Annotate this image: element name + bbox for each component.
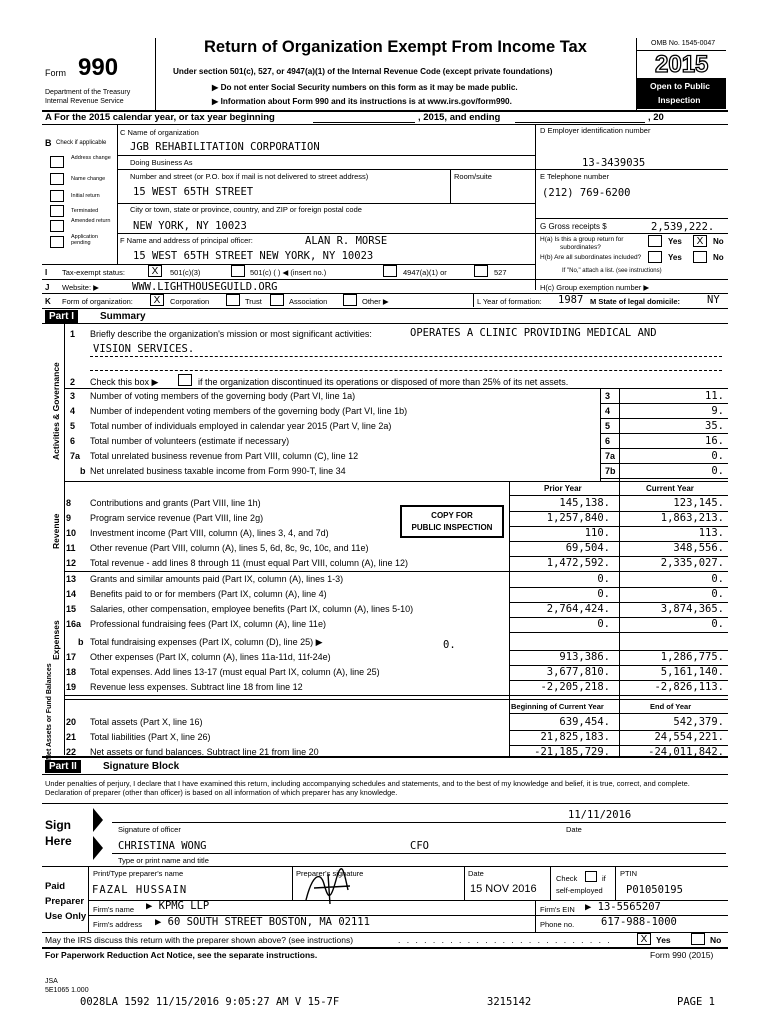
signer-title: CFO	[410, 840, 429, 852]
part1-title: Summary	[100, 311, 146, 322]
fin-row-line	[509, 587, 728, 588]
fin-line-text: Grants and similar amounts paid (Part IX, column (A), lines 1-3)	[90, 574, 344, 584]
dba-label: Doing Business As	[130, 158, 193, 167]
checkbox-terminated[interactable]	[50, 205, 64, 217]
c-label: C Name of organization	[120, 128, 199, 137]
gov-line-text: Number of voting members of the governing body (Part VI, line 1a)	[90, 391, 356, 401]
e-label: E Telephone number	[540, 172, 610, 181]
eoy-value: 24,554,221.	[654, 731, 724, 743]
l2-text-b: if the organization discontinued its operations or disposed of more than 25% of its net assets.	[198, 377, 569, 387]
i-527-box[interactable]	[474, 265, 488, 277]
use-only-label: Use Only	[45, 911, 87, 922]
fin-line-text: Professional fundraising fees (Part IX, column (A), line 11e)	[90, 619, 326, 629]
prior-year-value: 3,677,810.	[546, 666, 610, 678]
fin-line-text: Salaries, other compensation, employee benefits (Part IX, column (A), lines 5-10)	[90, 604, 414, 614]
b-item-address: Address change	[71, 155, 111, 161]
ha-yes-box[interactable]	[648, 235, 662, 247]
fin-line-text: Total fundraising expenses (Part IX, column (D), line 25) ▶	[90, 637, 323, 647]
j-label: J	[45, 283, 50, 292]
discuss-yes: Yes	[656, 935, 671, 945]
g-label: G Gross receipts $	[540, 222, 607, 231]
hb-no-box[interactable]	[693, 251, 707, 263]
k-text: Form of organization:	[62, 297, 133, 306]
gov-line-number: 6	[70, 436, 76, 446]
sign-label: Sign	[45, 818, 71, 832]
i-527: 527	[494, 268, 507, 277]
org-name: JGB REHABILITATION CORPORATION	[130, 141, 320, 153]
net-line-number: 22	[66, 747, 77, 757]
jsa-code: 5E1065 1.000	[45, 987, 89, 994]
form-subtitle: Under section 501(c), 527, or 4947(a)(1) of the Internal Revenue Code (except private foundations)	[173, 67, 553, 76]
current-year-value: -2,826,113.	[654, 681, 724, 693]
prior-year-header: Prior Year	[544, 484, 582, 493]
l1-text: Briefly describe the organization's mission or most significant activities:	[90, 329, 372, 339]
ssn-notice: ▶ Do not enter Social Security numbers on this form as it may be made public.	[212, 83, 518, 92]
line-a-mid: , 2015, and ending	[418, 112, 501, 123]
current-year-value: 5,161,140.	[660, 666, 724, 678]
copy-line-1: COPY FOR	[431, 511, 473, 520]
psig-label: Preparer's signature	[296, 869, 364, 878]
page-number: PAGE 1	[677, 996, 715, 1008]
current-year-header: Current Year	[646, 484, 694, 493]
current-year-value: 0.	[711, 573, 724, 585]
gross-receipts: 2,539,222.	[651, 221, 715, 233]
pdate-label: Date	[468, 869, 484, 878]
fin-line-number: 11	[66, 543, 76, 553]
street-label: Number and street (or P.O. box if mail is not delivered to street address)	[130, 172, 369, 181]
gov-line-number: 5	[70, 421, 76, 431]
self-emp-label: self-employed	[556, 886, 603, 895]
fin-line-text: Total expenses. Add lines 13-17 (must equal Part IX, column (A), line 25)	[90, 667, 380, 677]
fin-line-number: 10	[66, 528, 77, 538]
gov-line-text: Total number of individuals employed in calendar year 2015 (Part V, line 2a)	[90, 421, 392, 431]
fin-line-text: Benefits paid to or for members (Part IX, column (A), line 4)	[90, 589, 327, 599]
here-label: Here	[45, 834, 72, 848]
gov-value: 0.	[711, 465, 724, 477]
i-501c3: 501(c)(3)	[170, 268, 201, 277]
preparer-name: FAZAL HUSSAIN	[92, 884, 188, 896]
prior-year-value: 0.	[597, 573, 610, 585]
gov-line-text: Total number of volunteers (estimate if necessary)	[90, 436, 290, 446]
prior-year-value: 1,472,592.	[546, 557, 610, 569]
firm-address: ▶ 60 SOUTH STREET BOSTON, MA 02111	[155, 916, 370, 928]
i-label: I	[45, 268, 48, 277]
i-4947: 4947(a)(1) or	[403, 268, 447, 277]
preparer-label: Preparer	[45, 896, 85, 907]
current-year-value: 348,556.	[673, 542, 724, 554]
prior-year-value: 1,257,840.	[546, 512, 610, 524]
side-net: Net Assets or Fund Balances	[46, 663, 53, 760]
phone-label: Phone no.	[540, 920, 575, 929]
checkbox-amended[interactable]	[50, 220, 64, 232]
line-a-end: , 20	[648, 112, 664, 123]
hc-label: H(c) Group exemption number ▶	[540, 283, 650, 292]
sig-date-label: Date	[566, 825, 582, 834]
form-footer-ref: Form 990 (2015)	[650, 950, 714, 960]
city-label: City or town, state or province, country, and ZIP or foreign postal code	[130, 205, 362, 214]
boy-value: 639,454.	[559, 716, 610, 728]
pname-label: Print/Type preparer's name	[93, 869, 184, 878]
b-sublabel: Check if applicable	[56, 140, 107, 146]
gov-line-text: Net unrelated business taxable income from Form 990-T, line 34	[90, 466, 346, 476]
checkbox-app-pending[interactable]	[50, 236, 64, 248]
ha-no: No	[713, 237, 724, 246]
type-name-label: Type or print name and title	[118, 856, 209, 865]
l1-num: 1	[70, 329, 76, 339]
part1-tag: Part I	[45, 310, 78, 323]
side-rev: Revenue	[51, 513, 61, 549]
b-item-amended: Amended return	[71, 218, 111, 224]
gov-box-number: 5	[605, 421, 611, 431]
b-item-terminated: Terminated	[71, 208, 99, 214]
fin-line-number: 8	[66, 498, 72, 508]
prior-year-value: 0.	[597, 618, 610, 630]
net-line-text: Net assets or fund balances. Subtract line 21 from line 20	[90, 747, 319, 757]
gov-value: 35.	[705, 420, 724, 432]
fin-line-text: Contributions and grants (Part VIII, line 1h)	[90, 498, 261, 508]
batch-info: 0028LA 1592 11/15/2016 9:05:27 AM V 15-7F	[80, 996, 340, 1008]
sign-date: 11/11/2016	[568, 809, 632, 821]
gov-value: 16.	[705, 435, 724, 447]
ha-label2: subordinates?	[560, 244, 601, 251]
side-exp: Expenses	[51, 620, 61, 660]
firm-ein-label: Firm's EIN	[540, 905, 575, 914]
section-divider	[64, 695, 728, 696]
gov-value: 11.	[705, 390, 724, 402]
form-number: 990	[78, 54, 119, 81]
k-assoc: Association	[289, 297, 328, 306]
fin-line-number: 14	[66, 589, 77, 599]
discuss-no: No	[710, 935, 722, 945]
form-label: Form	[45, 68, 66, 78]
b-item-initial: Initial return	[71, 193, 100, 199]
firm-ein: ▶ 13-5565207	[585, 901, 661, 913]
fin-line-number: 12	[66, 558, 77, 568]
year-formation: 1987	[558, 294, 584, 306]
fin-line-number: 9	[66, 513, 72, 523]
tax-year: 2015	[655, 51, 709, 78]
i-501c3-box[interactable]: X	[148, 265, 162, 277]
fin-line-number: 19	[66, 682, 77, 692]
dept-irs: Internal Revenue Service	[45, 98, 124, 105]
k-corp-box[interactable]: X	[150, 294, 164, 306]
fin-line-number: 15	[66, 604, 77, 614]
fin-line-number: b	[78, 637, 84, 647]
copy-line-2: PUBLIC INSPECTION	[411, 523, 493, 532]
perjury-statement: Under penalties of perjury, I declare that I have examined this return, including accompanying schedules and statements, and to the best of my knowledge and belief, it is true, correct, and complete. Declaration of preparer (other than officer) is based on all information of which preparer has any knowledge.	[45, 779, 690, 797]
fin-row-line	[509, 617, 728, 618]
gov-value: 0.	[711, 450, 724, 462]
mission-2: VISION SERVICES.	[93, 343, 195, 355]
fin-line-text: Total revenue - add lines 8 through 11 (must equal Part VIII, column (A), line 12)	[90, 558, 408, 568]
prior-year-value: -2,205,218.	[540, 681, 610, 693]
boy-value: -21,185,729.	[534, 746, 610, 758]
paperwork-notice: For Paperwork Reduction Act Notice, see the separate instructions.	[45, 950, 318, 960]
mission-1: OPERATES A CLINIC PROVIDING MEDICAL AND	[410, 327, 657, 339]
l2-checkbox[interactable]	[178, 374, 192, 386]
part2-tag: Part II	[45, 760, 81, 773]
fin-row-line	[509, 632, 728, 633]
self-employed-box[interactable]	[585, 871, 597, 882]
firm-name: ▶ KPMG LLP	[146, 900, 210, 912]
f-label: F Name and address of principal officer:	[120, 236, 253, 245]
fin-line-text: Other expenses (Part IX, column (A), lines 11a-11d, 11f-24e)	[90, 652, 331, 662]
l2-text: Check this box ▶	[90, 377, 159, 387]
sign-arrow-icon-2	[93, 836, 103, 860]
city: NEW YORK, NY 10023	[133, 220, 247, 232]
hb-yes-box[interactable]	[648, 251, 662, 263]
eoy-value: 542,379.	[673, 716, 724, 728]
batch-number: 3215142	[487, 996, 532, 1008]
gov-line-text: Number of independent voting members of the governing body (Part VI, line 1b)	[90, 406, 408, 416]
prior-year-value: 110.	[584, 527, 610, 539]
gov-line-number: 7a	[70, 451, 81, 461]
d-label: D Employer identification number	[540, 126, 651, 135]
firm-phone: 617-988-1000	[601, 916, 677, 928]
current-year-value: 2,335,027.	[660, 557, 724, 569]
b-item-pending: Application pending	[71, 234, 98, 246]
ha-no-box[interactable]: X	[693, 235, 707, 247]
k-label: K	[45, 297, 51, 306]
check-label: Check	[556, 874, 578, 883]
open-public: Open to Public	[650, 81, 710, 91]
prior-year-value: 69,504.	[565, 542, 610, 554]
room-label: Room/suite	[454, 172, 492, 181]
current-year-value: 3,874,365.	[660, 603, 724, 615]
fin-line-text: Revenue less expenses. Subtract line 18 from line 12	[90, 682, 303, 692]
phone: (212) 769-6200	[542, 187, 631, 199]
discuss-dots: . . . . . . . . . . . . . . . . . . . . . . . . .	[398, 935, 612, 945]
i-4947-box[interactable]	[383, 265, 397, 277]
boy-header: Beginning of Current Year	[511, 702, 604, 711]
k-corp: Corporation	[170, 297, 210, 306]
gov-line-number: b	[80, 466, 86, 476]
checkbox-address-change[interactable]	[50, 156, 64, 168]
ein: 13-3439035	[582, 157, 646, 169]
fin-line-text: Program service revenue (Part VIII, line 2g)	[90, 513, 264, 523]
discuss-yes-box[interactable]: X	[637, 933, 651, 945]
gov-box-number: 3	[605, 391, 611, 401]
officer-address: 15 WEST 65TH STREET NEW YORK, NY 10023	[133, 250, 374, 262]
gov-box-number: 7a	[605, 451, 616, 461]
prior-year-value: 913,386.	[559, 651, 610, 663]
l-label: L Year of formation:	[477, 297, 542, 306]
preparer-signature	[300, 866, 360, 906]
hb-note: If "No," attach a list. (see instructions)	[562, 268, 662, 274]
gov-line-number: 4	[70, 406, 76, 416]
section-divider	[64, 571, 728, 572]
fin-line-number: 17	[66, 652, 77, 662]
side-gov: Activities & Governance	[51, 362, 61, 460]
k-other-box[interactable]	[343, 294, 357, 306]
fin-line-text: Investment income (Part VIII, column (A), lines 3, 4, and 7d)	[90, 528, 329, 538]
street: 15 WEST 65TH STREET	[133, 186, 254, 198]
k-other: Other ▶	[362, 297, 389, 306]
signer-name[interactable]: CHRISTINA WONG	[118, 840, 207, 852]
ptin-label: PTIN	[620, 869, 638, 878]
jsa: JSA	[45, 978, 58, 985]
i-501c: 501(c) ( ) ◀ (insert no.)	[250, 268, 327, 277]
copy-stamp	[400, 505, 504, 538]
eoy-value: -24,011,842.	[648, 746, 724, 758]
gov-box-number: 7b	[605, 466, 616, 476]
b-label: B	[45, 138, 52, 148]
b-item-name: Name change	[71, 176, 106, 182]
net-line-number: 21	[66, 732, 77, 742]
gov-box-number: 6	[605, 436, 611, 446]
checkbox-initial-return[interactable]	[50, 190, 64, 202]
if-label: if	[602, 874, 606, 883]
j-text: Website: ▶	[62, 283, 99, 292]
omb-number: OMB No. 1545-0047	[651, 40, 716, 47]
line-a-label: A For the 2015 calendar year, or tax year beginning	[45, 112, 275, 123]
preparer-date: 15 NOV 2016	[470, 883, 537, 895]
prior-year-value: 0.	[597, 588, 610, 600]
discuss-text: May the IRS discuss this return with the preparer shown above? (see instructions)	[45, 935, 354, 945]
prior-year-value: 145,138.	[559, 497, 610, 509]
fin-row-line	[509, 526, 728, 527]
officer-name: ALAN R. MORSE	[305, 235, 388, 247]
firm-addr-label: Firm's address	[93, 920, 142, 929]
prior-year-value: 2,764,424.	[546, 603, 610, 615]
k-trust: Trust	[245, 297, 262, 306]
paid-label: Paid	[45, 881, 66, 892]
open-inspection: Inspection	[658, 95, 701, 105]
website[interactable]: WWW.LIGHTHOUSEGUILD.ORG	[132, 281, 278, 293]
i-text: Tax-exempt status:	[62, 268, 125, 277]
gov-box-number: 4	[605, 406, 611, 416]
current-year-value: 1,863,213.	[660, 512, 724, 524]
net-line-text: Total liabilities (Part X, line 26)	[90, 732, 211, 742]
k-assoc-box[interactable]	[270, 294, 284, 306]
net-line-text: Total assets (Part X, line 16)	[90, 717, 203, 727]
fundraising-value: 0.	[443, 639, 456, 651]
info-notice: ▶ Information about Form 990 and its instructions is at www.irs.gov/form990.	[212, 97, 512, 106]
k-trust-box[interactable]	[226, 294, 240, 306]
current-year-value: 0.	[711, 618, 724, 630]
gov-line-number: 3	[70, 391, 76, 401]
current-year-value: 113.	[698, 527, 724, 539]
m-label: M State of legal domicile:	[590, 297, 681, 306]
fin-line-number: 13	[66, 574, 77, 584]
fin-line-text: Other revenue (Part VIII, column (A), lines 5, 6d, 8c, 9c, 10c, and 11e)	[90, 543, 369, 553]
hb-yes: Yes	[668, 253, 682, 262]
state: NY	[707, 294, 720, 306]
fin-line-number: 18	[66, 667, 77, 677]
current-year-value: 1,286,775.	[660, 651, 724, 663]
eoy-header: End of Year	[650, 702, 692, 711]
sign-arrow-icon	[93, 808, 103, 832]
current-year-value: 123,145.	[673, 497, 724, 509]
sig-officer-label: Signature of officer	[118, 825, 181, 834]
net-line-number: 20	[66, 717, 77, 727]
firm-name-label: Firm's name	[93, 905, 135, 914]
dept-treasury: Department of the Treasury	[45, 89, 131, 96]
boy-value: 21,825,183.	[540, 731, 610, 743]
ptin: P01050195	[626, 884, 683, 896]
fin-line-number: 16a	[66, 619, 82, 629]
ha-yes: Yes	[668, 237, 682, 246]
gov-value: 9.	[711, 405, 724, 417]
gov-line-text: Total unrelated business revenue from Part VIII, column (C), line 12	[90, 451, 359, 461]
part2-title: Signature Block	[103, 761, 180, 772]
form-title: Return of Organization Exempt From Income Tax	[204, 38, 587, 56]
discuss-no-box[interactable]	[691, 933, 705, 945]
checkbox-name-change[interactable]	[50, 173, 64, 185]
hb-label: H(b) Are all subordinates included?	[540, 254, 642, 261]
l2-num: 2	[70, 377, 76, 387]
ha-label: H(a) Is this a group return for	[540, 236, 624, 243]
current-year-value: 0.	[711, 588, 724, 600]
i-501c-box[interactable]	[231, 265, 245, 277]
hb-no: No	[713, 253, 724, 262]
